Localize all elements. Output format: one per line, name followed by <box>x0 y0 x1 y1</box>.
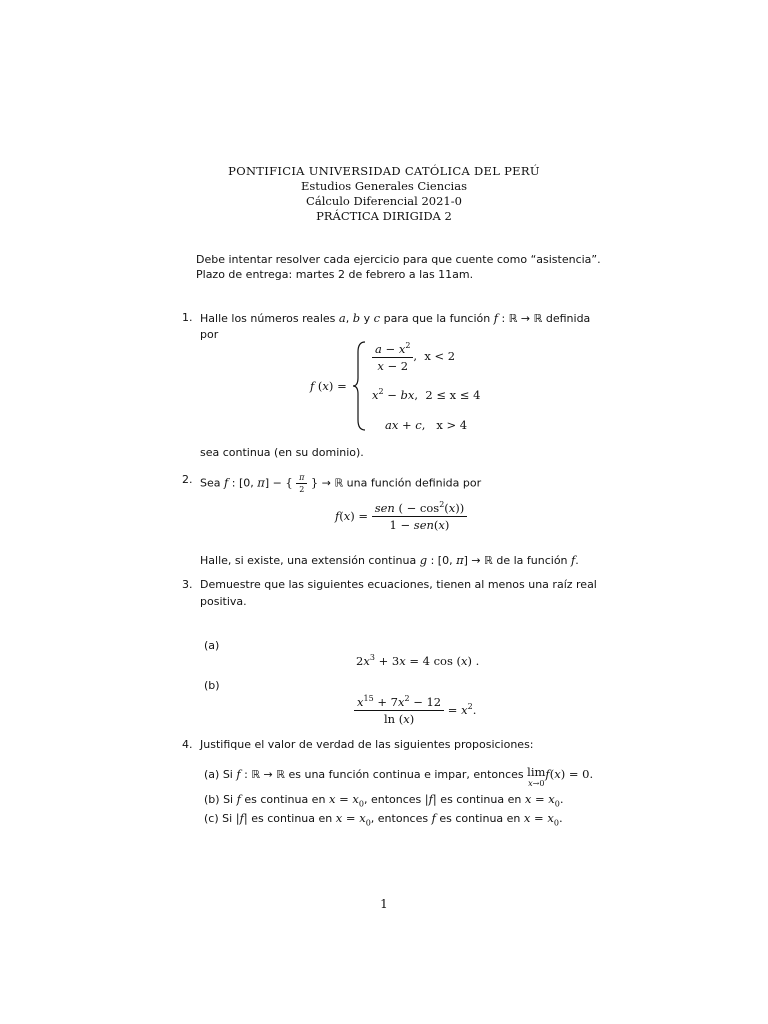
problem-3-statement: Demuestre que las siguientes ecuaciones, tienen al menos una raíz real <box>200 578 597 591</box>
university-name: PONTIFICIA UNIVERSIDAD CATÓLICA DEL PERÚ <box>228 164 540 178</box>
problem-3b-equation: $\frac{x^{15} + 7x^2 - 12}{\ln (x)}$ = $x^2$. <box>354 694 476 726</box>
problem-1-number: 1. <box>182 311 193 324</box>
problem-4b: (b) Si f es continua en $x = x_0$, entonces |f| es continua en $x = x_0$. <box>204 792 564 809</box>
problem-1-closing: sea continua (en su dominio). <box>200 446 364 459</box>
case-2-condition: 2 ≤ x ≤ 4 <box>425 387 481 402</box>
page-number: 1 <box>380 897 388 911</box>
problem-4c: (c) Si |f| es continua en $x = x_0$, entonces f es continua en $x = x_0$. <box>204 811 563 828</box>
case-3-condition: x > 4 <box>436 418 468 432</box>
problem-3-statement-cont: positiva. <box>200 595 247 608</box>
instruction-line-2: Plazo de entrega: martes 2 de febrero a las 11am. <box>196 268 474 281</box>
problem-1-statement: Halle los números reales a, b y c para que la función f : ℝ → ℝ definida <box>200 311 591 325</box>
problem-2-function: f(x) = $\frac{sen ( - \cos^2(x))}{\text{1 − sen(x)}}$ <box>335 500 467 532</box>
problem-3a-equation: $2x^3 + 3x = 4$ cos (x) . <box>356 653 480 668</box>
problem-2-number: 2. <box>182 473 193 486</box>
case-1: $\frac{a - x^2}{x - 2}$ , x < 2 <box>372 341 455 373</box>
case-1-fraction: $\frac{a - x^2}{x - 2}$ <box>372 341 413 373</box>
case-3: ax + c, x > 4 <box>385 418 468 432</box>
problem-4a: (a) Si f : ℝ → ℝ es una función continua e impar, entonces lim x→0f(x) = 0. <box>204 765 594 788</box>
piecewise-lhs: f (x) = <box>310 379 347 393</box>
assignment-title: PRÁCTICA DIRIGIDA 2 <box>316 209 452 223</box>
problem-3-number: 3. <box>182 578 193 591</box>
case-1-condition: x < 2 <box>424 348 456 363</box>
problem-2-statement: Sea f : [0, π] − { $\frac{\pi}{2}$ } → ℝ una función definida por <box>200 473 482 494</box>
faculty-name: Estudios Generales Ciencias <box>300 179 467 193</box>
left-brace <box>352 340 368 432</box>
problem-3b-label: (b) <box>204 679 220 692</box>
course-name: Cálculo Diferencial 2021-0 <box>306 194 462 208</box>
instruction-line-1: Debe intentar resolver cada ejercicio para que cuente como “asistencia”. <box>196 253 601 266</box>
problem-4-number: 4. <box>182 738 193 751</box>
problem-4-statement: Justifique el valor de verdad de las siguientes proposiciones: <box>200 738 534 751</box>
problem-3a-label: (a) <box>204 639 220 652</box>
problem-2-closing: Halle, si existe, una extensión continua g : [0, π] → ℝ de la función f. <box>200 553 579 567</box>
case-2: $x^2$ − bx, 2 ≤ x ≤ 4 <box>372 387 481 402</box>
problem-1-statement-cont: por <box>200 328 219 341</box>
